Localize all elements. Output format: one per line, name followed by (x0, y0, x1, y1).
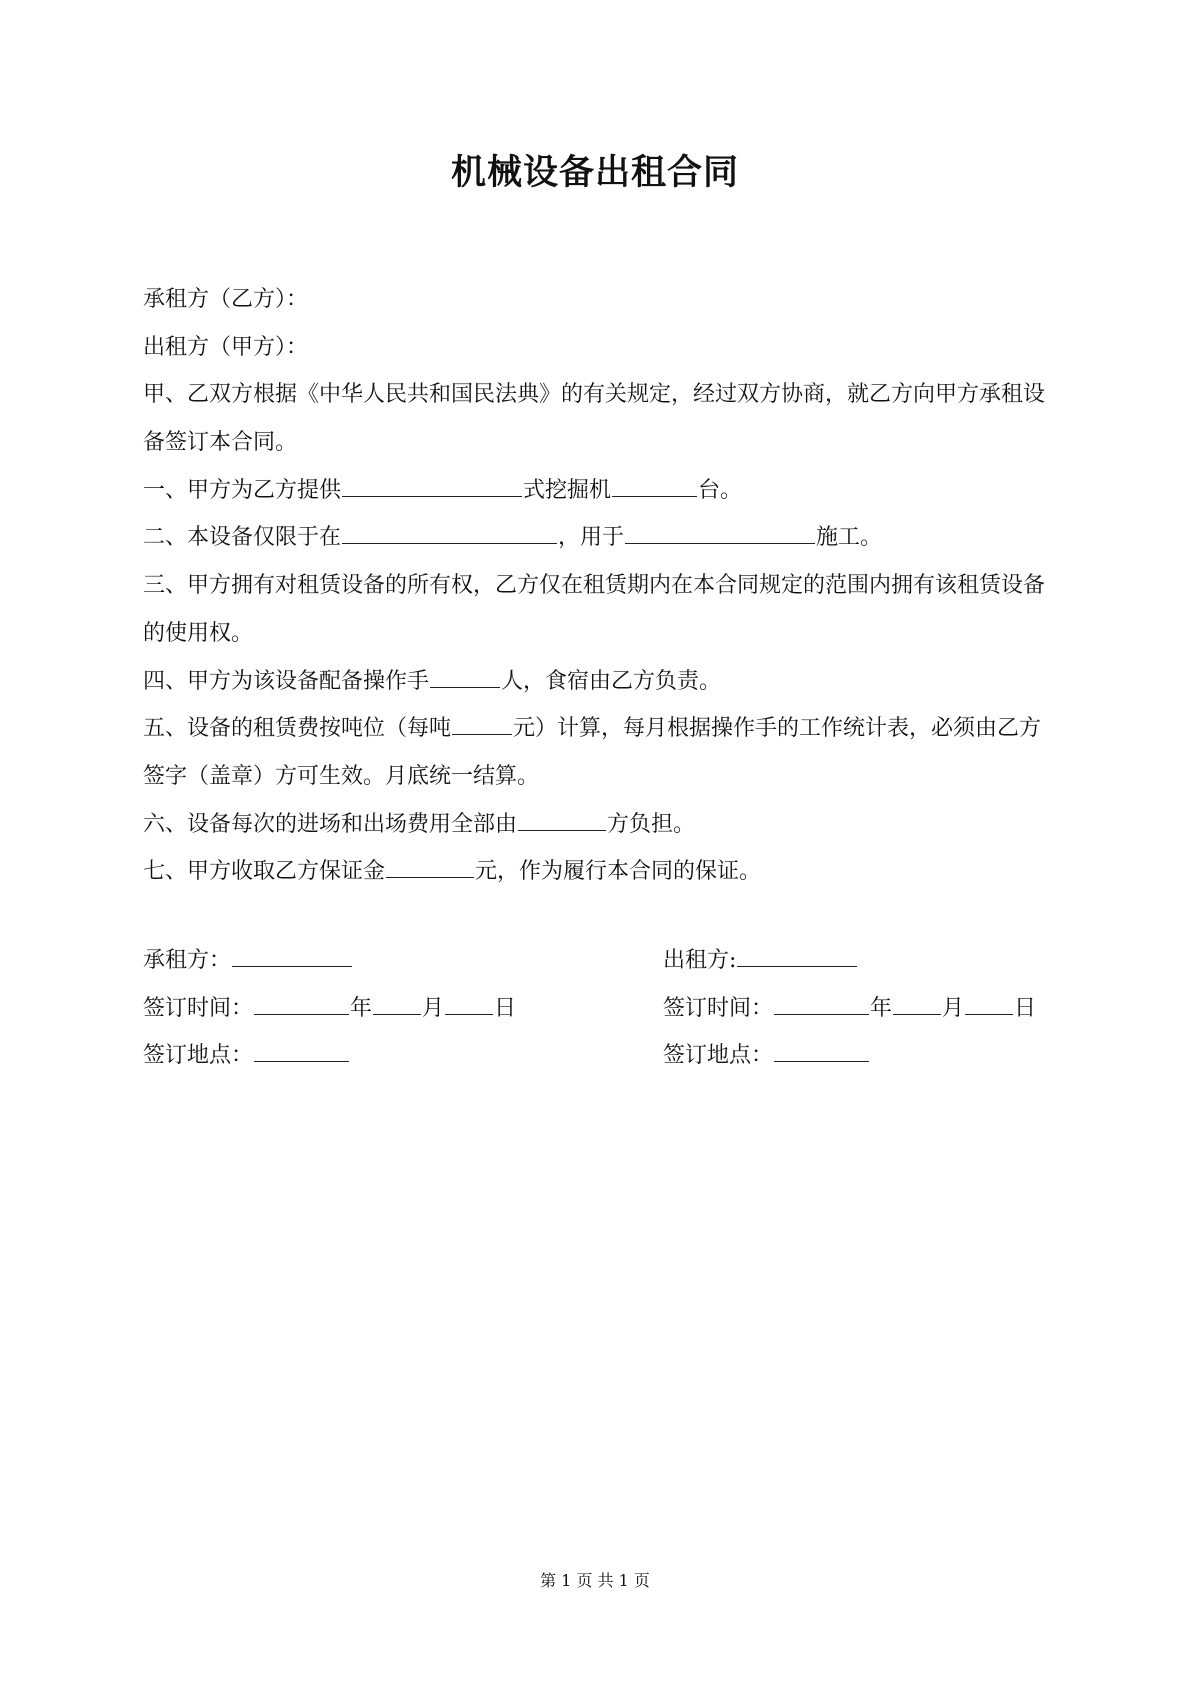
lessee-month-label: 月 (422, 995, 445, 1021)
lessor-place-blank[interactable] (774, 1039, 869, 1062)
clause-2-text-c: 施工。 (816, 525, 883, 551)
clause-5 (143, 705, 1055, 800)
lessee-place-blank[interactable] (254, 1039, 349, 1062)
clause-1-text-c: 台。 (698, 477, 743, 503)
clause-4-text-a: 四、甲方为该设备配备操作手 (143, 668, 430, 694)
lessor-sign-label: 出租方: (663, 948, 737, 973)
clause-2 (143, 514, 1055, 562)
lessor-signature (663, 937, 858, 985)
clause-7-text-a: 七、甲方收取乙方保证金 (143, 859, 386, 885)
clause-2-text-b: ，用于 (558, 525, 625, 551)
lessee-label: 承租方（乙方）： (143, 287, 309, 312)
operator-count-blank[interactable] (430, 665, 500, 688)
lessee-signature (143, 937, 663, 985)
clause-4-text-b: 人，食宿由乙方负责。 (501, 668, 722, 694)
location-blank[interactable] (342, 521, 557, 544)
signature-place-row (143, 1032, 1055, 1080)
lessor-place (663, 1032, 870, 1080)
contract-body (143, 276, 1055, 896)
signature-date-row (143, 985, 1055, 1033)
purpose-blank[interactable] (625, 521, 815, 544)
lessor-day-blank[interactable] (965, 992, 1013, 1015)
clause-7 (143, 848, 1055, 896)
lessee-date-label: 签订时间： (143, 995, 254, 1021)
lessee-line (143, 276, 1055, 324)
excavator-count-blank[interactable] (612, 474, 697, 497)
lessor-day-label: 日 (1014, 995, 1037, 1021)
lessor-year-blank[interactable] (774, 992, 869, 1015)
lessor-date (663, 985, 1036, 1033)
lessor-year-label: 年 (870, 995, 893, 1021)
lessor-date-label: 签订时间： (663, 995, 774, 1021)
clause-6-text-b: 方负担。 (607, 811, 696, 837)
lessee-place (143, 1032, 663, 1080)
page-number: 第 1 页 共 1 页 (540, 1571, 650, 1590)
deposit-blank[interactable] (386, 855, 474, 878)
lessee-sign-label: 承租方： (143, 948, 232, 973)
lessee-day-blank[interactable] (445, 992, 493, 1015)
signature-block (143, 937, 1055, 1080)
signature-party-row (143, 937, 1055, 985)
clause-1-text-a: 一、甲方为乙方提供 (143, 477, 342, 503)
lessee-place-label: 签订地点： (143, 1043, 254, 1069)
clause-2-text-a: 二、本设备仅限于在 (143, 525, 342, 551)
lessee-year-label: 年 (350, 995, 373, 1021)
intro-paragraph: 甲、乙双方根据《中华人民共和国民法典》的有关规定，经过双方协商，就乙方向甲方承租设备签订本合同。 (143, 382, 1046, 456)
clause-5-text-a: 五、设备的租赁费按吨位（每吨 (143, 716, 452, 742)
lessor-place-label: 签订地点： (663, 1043, 774, 1069)
excavator-type-blank[interactable] (342, 474, 522, 497)
clause-5-text-b: 元）计算，每月根据操作手的工作统计表，必须由乙方签字（盖章）方可生效。月底统一结算。 (143, 716, 1042, 789)
lessor-month-blank[interactable] (893, 992, 941, 1015)
clause-1-text-b: 式挖掘机 (523, 477, 612, 503)
lessee-sign-blank[interactable] (232, 944, 352, 967)
document-title: 机械设备出租合同 (450, 153, 739, 193)
lessee-day-label: 日 (494, 995, 517, 1021)
lessee-month-blank[interactable] (373, 992, 421, 1015)
clause-6-text-a: 六、设备每次的进场和出场费用全部由 (143, 811, 518, 837)
lessor-sign-blank[interactable] (737, 944, 857, 967)
lessee-date (143, 985, 663, 1033)
responsible-party-blank[interactable] (518, 808, 606, 831)
clause-6 (143, 801, 1055, 849)
clause-4 (143, 658, 1055, 706)
clause-7-text-b: 元，作为履行本合同的保证。 (475, 859, 762, 885)
lessor-line (143, 324, 1055, 372)
price-per-ton-blank[interactable] (452, 712, 512, 735)
lessor-month-label: 月 (942, 995, 965, 1021)
clause-1 (143, 467, 1055, 515)
lessee-year-blank[interactable] (254, 992, 349, 1015)
lessor-label: 出租方（甲方）： (143, 334, 309, 360)
clause-3: 三、甲方拥有对租赁设备的所有权，乙方仅在租赁期内在本合同规定的范围内拥有该租赁设备的使用权。 (143, 573, 1046, 646)
